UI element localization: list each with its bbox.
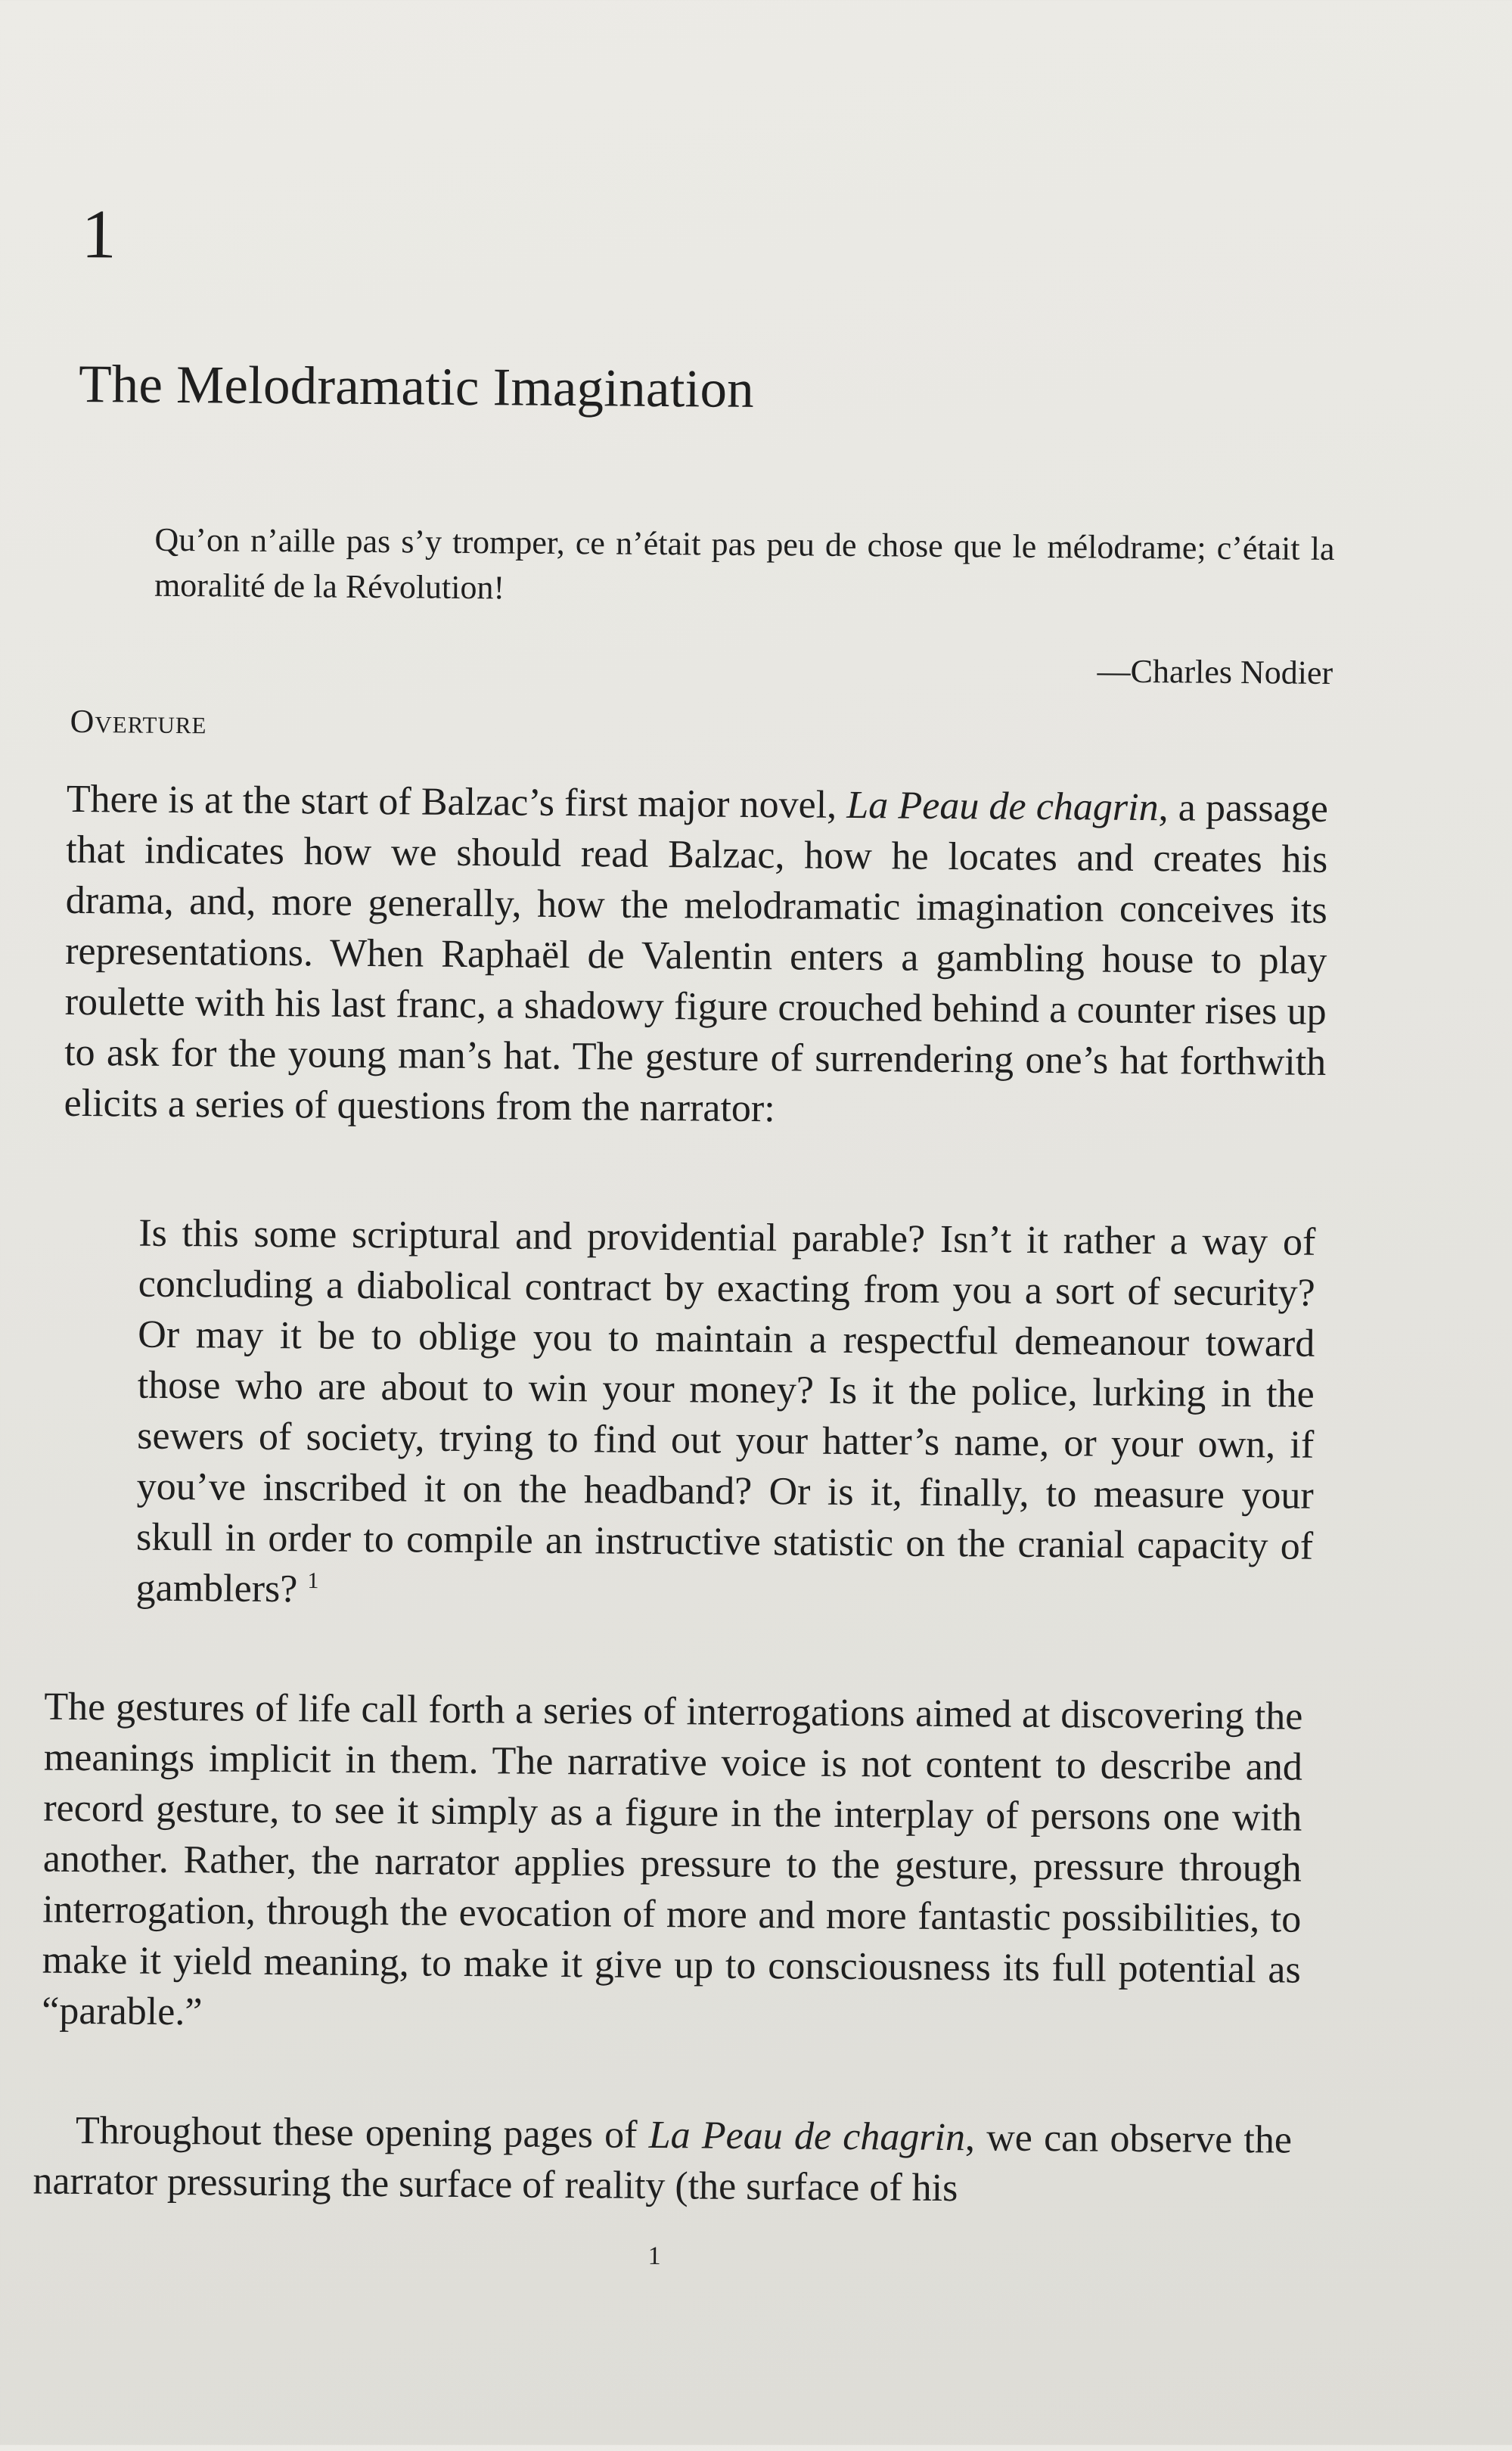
body-paragraph-3: [33, 2105, 1292, 2216]
paragraph-text: , we can observe the narrator pressuring the surface of reality (the surface of his: [33, 2116, 1293, 2210]
footnote-reference: 1: [307, 1568, 319, 1594]
epigraph-attribution: —Charles Nodier: [1097, 652, 1333, 691]
novel-title: La Peau de chagrin: [648, 2113, 966, 2160]
epigraph-quote: Qu’on n’aille pas s’y tromper, ce n’était pas peu de chose que le mélodrame; c’était la moralité de la Révolution!: [154, 520, 1335, 607]
section-heading: Overture: [70, 702, 207, 741]
block-quote: [135, 1208, 1315, 1623]
chapter-number: 1: [81, 194, 117, 273]
paragraph-text: Throughout these opening pages of: [75, 2108, 649, 2157]
body-paragraph-1: [64, 774, 1328, 1139]
body-paragraph-2: The gestures of life call forth a series of interrogations aimed at discovering the meanings implicit in them. The narrative voice is not content to describe and record gesture, to see it simply as a figure in the interplay of persons one with another. Rather, the narrator applies pressure to the gesture, pressure through interrogation, through the evocation of more and more fantastic possibilities, to make it yield meaning, to make it give up to consciousness its full potential as “parable.”: [42, 1685, 1303, 2034]
block-quote-text: Is this some scriptural and providential parable? Isn’t it rather a way of concluding a diabolical contract by exacting from you a sort of security? Or may it be to oblige you to maintain a respectful demeanour toward those who are about to win your money? Is it the police, lurking in the sewers of society, trying to find out your hatter’s name, or your own, if you’ve inscribed it on the headband? Or is it, finally, to measure your skull in order to compile an instructive statistic on the cranial capacity of gamblers?: [135, 1211, 1316, 1611]
chapter-title: The Melodramatic Imagination: [78, 354, 755, 419]
paragraph-text: There is at the start of Balzac’s first major novel,: [66, 777, 847, 827]
paragraph-text: , a passage that indicates how we should read Balzac, how he locates and creates his drama, and, more generally, how the melodramatic imagination conceives its representations. When Raphaël de Valentin enters a gambling house to play roulette with his last franc, a shadowy figure crouched behind a counter rises up to ask for the young man’s hat. The gesture of surrendering one’s hat forthwith elicits a series of questions from the narrator:: [64, 786, 1329, 1131]
page-number: 1: [647, 2241, 661, 2271]
novel-title: La Peau de chagrin: [846, 783, 1159, 830]
